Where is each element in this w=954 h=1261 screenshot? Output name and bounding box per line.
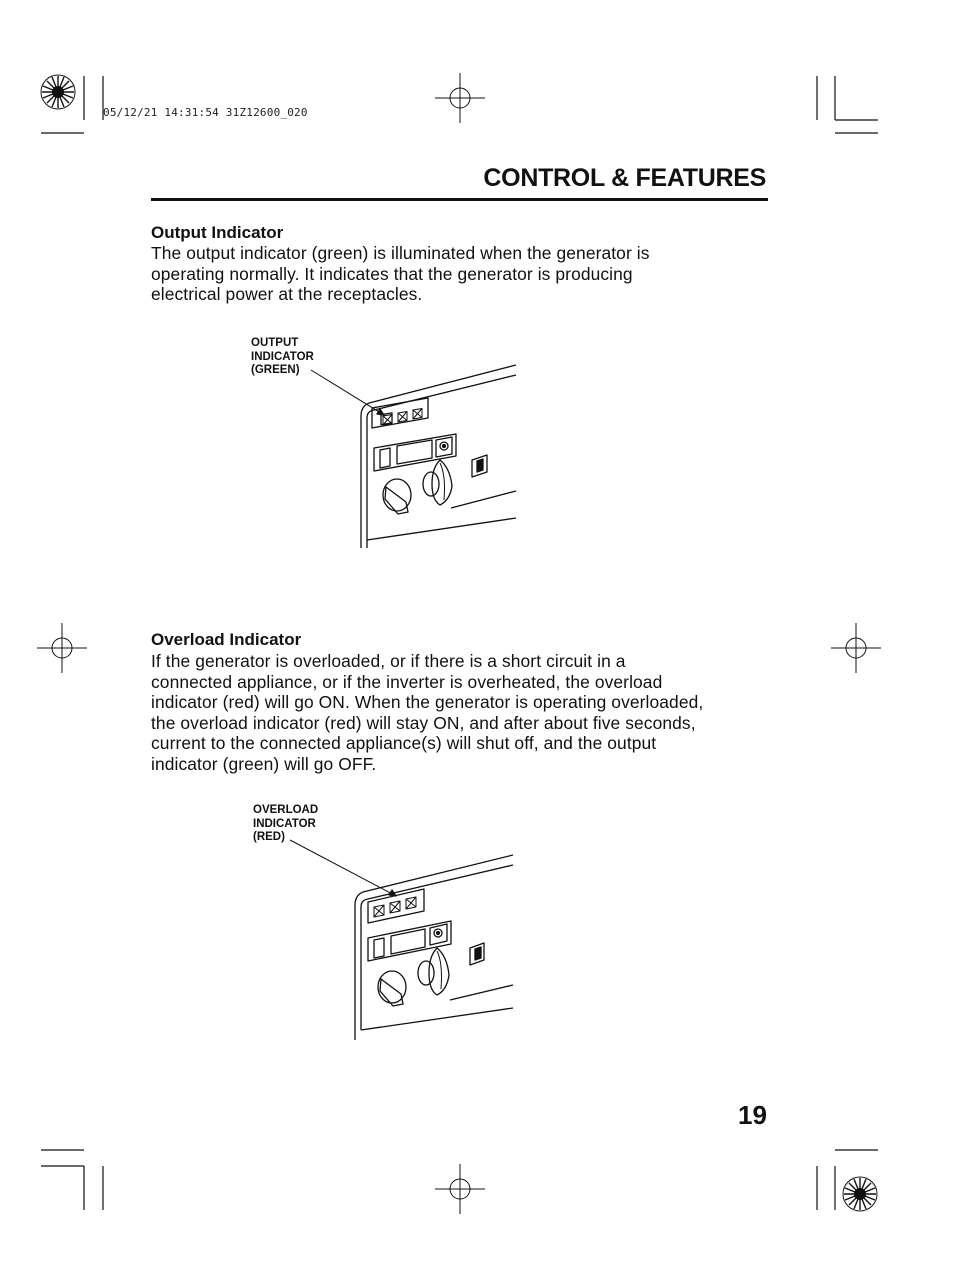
output-indicator-heading: Output Indicator (151, 223, 284, 242)
page-number: 19 (738, 1100, 767, 1130)
output-indicator-callout: OUTPUT INDICATOR (GREEN) (251, 337, 314, 376)
overload-indicator-callout: OVERLOAD INDICATOR (RED) (253, 804, 319, 843)
overload-indicator-text: If the generator is overloaded, or if there is a short circuit in a connected appliance, or if the inverter is overheated, the overload indicator (red) will go ON. When the generator is operating overloaded, the overload indicator (red) will stay ON, and after about five seconds, current to the connected appliance(s) will shut off, and the output indicator (green) will go OFF. (151, 651, 704, 774)
output-indicator-text: The output indicator (green) is illuminated when the generator is operating normally. It indicates that the generator is producing electrical power at the receptacles. (151, 243, 650, 304)
section-title: CONTROL & FEATURES (483, 164, 766, 192)
overload-indicator-heading: Overload Indicator (151, 630, 302, 649)
print-timestamp: 05/12/21 14:31:54 31Z12600_020 (103, 106, 308, 119)
